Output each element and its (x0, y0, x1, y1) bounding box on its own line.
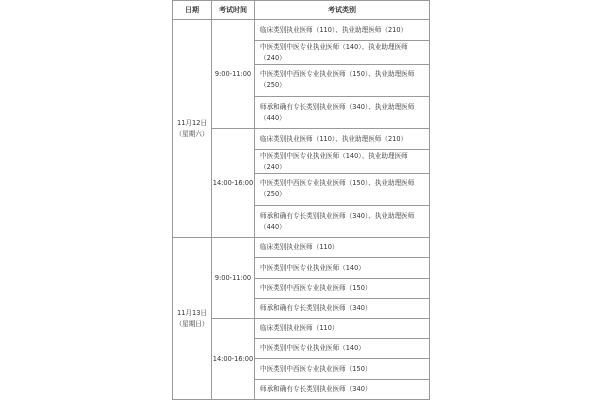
header-date: 日期 (173, 1, 212, 20)
exam-category: 中医类别中医专业执业医师（140） (255, 258, 430, 278)
exam-category: 中医类别中西医专业执业医师（150）、执业助理医师（250） (255, 173, 430, 205)
exam-schedule-table (172, 0, 430, 400)
exam-category: 师承和确有专长类别执业医师（340） (255, 298, 430, 318)
table-row (173, 129, 430, 150)
exam-time: 9:00-11:00 (212, 238, 255, 319)
exam-category: 师承和确有专长类别执业医师（340）、执业助理医师（440） (255, 96, 430, 128)
exam-category: 中医类别中医专业执业医师（140）、执业助理医师（240） (255, 150, 430, 173)
exam-category: 临床类别执业医师（110） (255, 238, 430, 258)
table-row (173, 319, 430, 339)
header-category: 考试类别 (255, 1, 430, 20)
exam-category: 中医类别中医专业执业医师（140）、执业助理医师（240） (255, 41, 430, 64)
exam-category: 师承和确有专长类别执业医师（340） (255, 379, 430, 399)
exam-category: 中医类别中西医专业执业医师（150） (255, 278, 430, 298)
exam-time: 9:00-11:00 (212, 20, 255, 129)
table-row (173, 20, 430, 41)
exam-category: 师承和确有专长类别执业医师（340）、执业助理医师（440） (255, 205, 430, 237)
exam-category: 中医类别中医专业执业医师（140） (255, 339, 430, 359)
exam-category: 中医类别中西医专业执业医师（150）、执业助理医师（250） (255, 64, 430, 96)
exam-category: 临床类别执业医师（110） (255, 319, 430, 339)
exam-time: 14:00-16:00 (212, 319, 255, 400)
exam-time: 14:00-16:00 (212, 129, 255, 238)
exam-category: 中医类别中西医专业执业医师（150） (255, 359, 430, 379)
exam-date: 11月13日（星期日） (173, 238, 212, 400)
table-row (173, 238, 430, 258)
table-header-row (173, 1, 430, 20)
exam-category: 临床类别执业医师（110）、执业助理医师（210） (255, 20, 430, 41)
exam-date: 11月12日（星期六） (173, 20, 212, 238)
header-time: 考试时间 (212, 1, 255, 20)
exam-category: 临床类别执业医师（110）、执业助理医师（210） (255, 129, 430, 150)
